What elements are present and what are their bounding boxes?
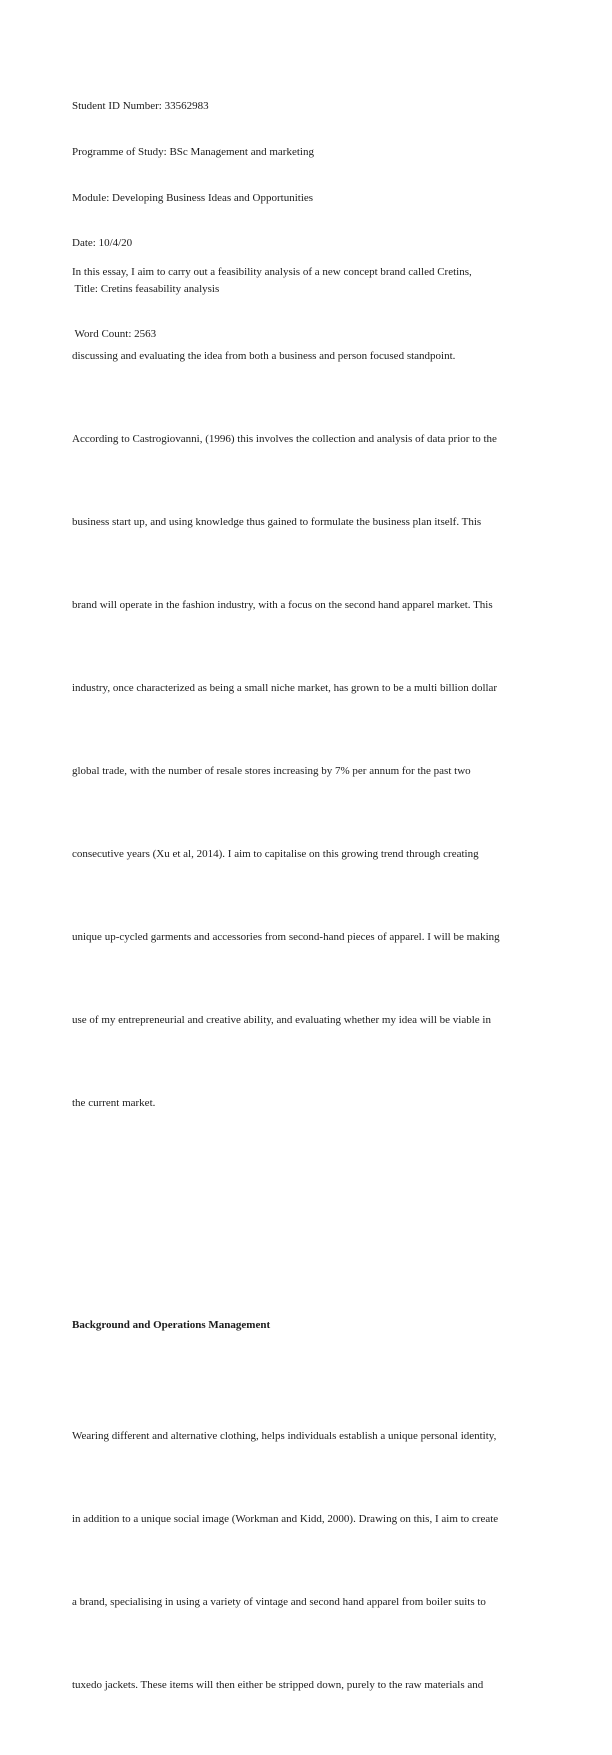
paragraph-line: consecutive years (Xu et al, 2014). I aim to capitalise on this growing trend through creating (72, 848, 479, 861)
paragraph-line: discussing and evaluating the idea from both a business and person focused standpoint. (72, 349, 456, 362)
header-line-programme: Programme of Study: BSc Management and marketing (72, 146, 314, 159)
paragraph-line: global trade, with the number of resale stores increasing by 7% per annum for the past two (72, 764, 471, 777)
header-line-word-count: Word Count: 2563 (72, 328, 157, 341)
paragraph-line: a brand, specialising in using a variety of vintage and second hand apparel from boiler suits to (72, 1595, 486, 1608)
paragraph-line: tuxedo jackets. These items will then either be stripped down, purely to the raw materials and (72, 1679, 484, 1692)
paragraph-line: unique up-cycled garments and accessories from second-hand pieces of apparel. I will be making (72, 931, 500, 944)
paragraph-gap (72, 1201, 552, 1229)
header-line-title: Title: Cretins feasability analysis (72, 282, 220, 295)
paragraph-line: In this essay, I aim to carry out a feasibility analysis of a new concept brand called Cretins, (72, 266, 472, 279)
header-line-module: Module: Developing Business Ideas and Opportunities (72, 191, 314, 204)
paragraph-line: Wearing different and alternative clothing, helps individuals establish a unique personal identity, (72, 1429, 497, 1442)
header-line-date: Date: 10/4/20 (72, 237, 133, 250)
paragraph-line: the current market. (72, 1097, 156, 1110)
paragraph-line: According to Castrogiovanni, (1996) this involves the collection and analysis of data prior to the (72, 432, 497, 445)
section-heading: Background and Operations Management (72, 1318, 271, 1331)
header-line-student-id: Student ID Number: 33562983 (72, 100, 209, 113)
paragraph-line: business start up, and using knowledge thus gained to formulate the business plan itself. This (72, 515, 482, 528)
paragraph-line: brand will operate in the fashion industry, with a focus on the second hand apparel market. This (72, 598, 493, 611)
document-body (72, 204, 552, 1755)
paragraph-line: industry, once characterized as being a small niche market, has grown to be a multi billion dollar (72, 681, 498, 694)
paragraph-line: use of my entrepreneurial and creative ability, and evaluating whether my idea will be viable in (72, 1014, 491, 1027)
paragraph-line: in addition to a unique social image (Workman and Kidd, 2000). Drawing on this, I aim to create (72, 1512, 499, 1525)
